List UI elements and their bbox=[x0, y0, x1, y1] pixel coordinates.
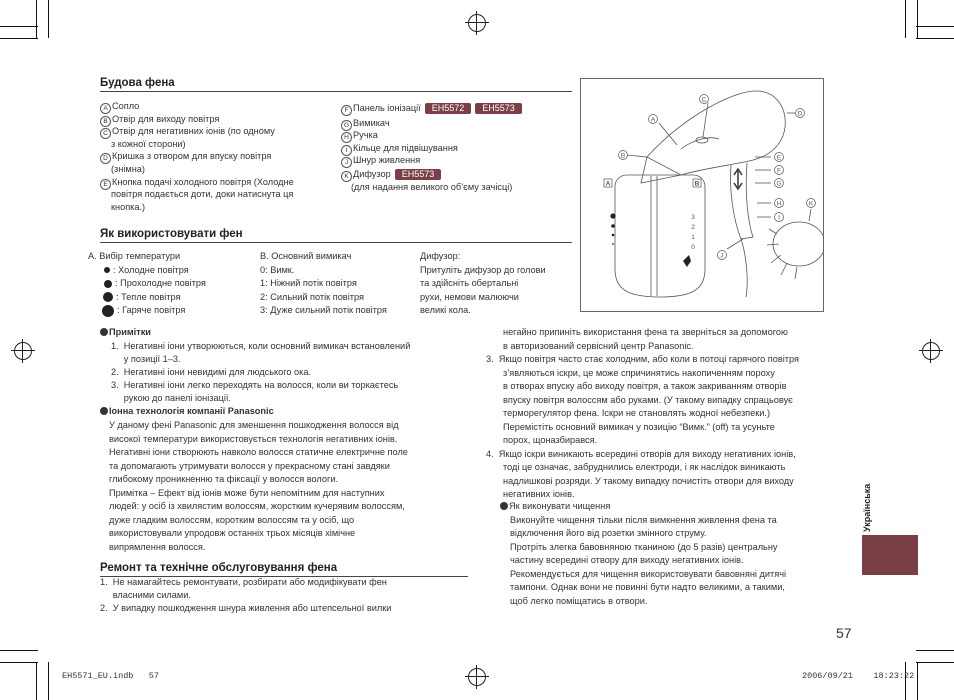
switch-number: 0 bbox=[691, 244, 695, 251]
registration-mark-icon bbox=[468, 668, 486, 686]
cleaning-line: Протріть злегка бавовняною тканиною (до 5 разів) центральну bbox=[510, 541, 778, 552]
part-text: Ручка bbox=[353, 130, 378, 141]
crop-mark bbox=[917, 662, 918, 700]
registration-mark-icon bbox=[14, 342, 32, 360]
column-heading: B. Основний вимикач bbox=[260, 251, 352, 261]
cleaning-heading bbox=[500, 500, 610, 513]
model-badge: EH5572 bbox=[425, 103, 472, 114]
bullet-icon bbox=[100, 407, 108, 415]
repair-line: 1. Не намагайтесь ремонтувати, розбирати або модифікувати фен bbox=[100, 577, 387, 587]
note-line: у позиції 1–3. bbox=[111, 354, 181, 364]
switch-row: 0: Вимк. bbox=[260, 264, 295, 275]
crop-mark bbox=[916, 38, 954, 39]
crop-mark bbox=[917, 0, 918, 38]
diagram-label: H bbox=[776, 200, 782, 208]
switch-number: 2 bbox=[691, 224, 695, 231]
repair-line: власними силами. bbox=[100, 590, 191, 600]
switch-row: 2: Сильний потік повітря bbox=[260, 291, 364, 302]
ion-line: використовували упродовж останніх трьох місяців хімічне bbox=[109, 528, 356, 538]
switch-number: 1 bbox=[691, 234, 695, 241]
marker-icon: G bbox=[341, 120, 352, 131]
registration-mark-icon bbox=[468, 14, 486, 32]
temp-label: : Гаряче повітря bbox=[117, 305, 186, 315]
temp-row bbox=[104, 264, 189, 277]
cool-dot-icon bbox=[104, 280, 112, 288]
marker-icon: B bbox=[100, 116, 111, 127]
part-text: Отвір для виходу повітря bbox=[112, 113, 220, 124]
diagram-label: K bbox=[808, 200, 814, 208]
part-text: (знімна) bbox=[111, 164, 145, 174]
part-text: кнопка.) bbox=[111, 201, 146, 212]
temp-label: : Прохолодне повітря bbox=[115, 278, 206, 288]
body-line: 4. Якщо іскри виникають всередині отворів для виходу негативних іонів, bbox=[486, 448, 796, 459]
ion-line: глибокому проникненню та фіксації у волосся вологи. bbox=[109, 474, 339, 484]
ion-line: людей: у осіб із хвилястим волоссям, жорстким кучерявим волоссям, bbox=[109, 501, 405, 511]
marker-icon: C bbox=[100, 128, 111, 139]
body-line: надлишкові розряди. У такому випадку почистіть отвори для виходу bbox=[503, 475, 794, 486]
cleaning-line: Виконуйте чищення тільки після вимкнення живлення фена та bbox=[510, 514, 777, 525]
hair-dryer-diagram bbox=[580, 78, 824, 312]
repair-line: 2. У випадку пошкодження шнура живлення або штепсельної вилки bbox=[100, 603, 392, 613]
marker-icon: I bbox=[341, 145, 352, 156]
diffuser-line: рухи, немови малюючи bbox=[420, 291, 519, 302]
cleaning-line: частину всередині отвору для виходу негативних іонів. bbox=[510, 555, 744, 565]
language-tab bbox=[862, 535, 918, 575]
diagram-label: G bbox=[776, 180, 782, 188]
ion-heading-text: Іонна технологія компанії Panasonic bbox=[109, 406, 274, 416]
body-line: негативних іонів. bbox=[503, 489, 575, 499]
language-label: Українська bbox=[862, 483, 872, 532]
column-heading: A. Вибір температури bbox=[88, 251, 181, 261]
cleaning-line: Рекомендується для чищення використовувати бавовняні дитячі bbox=[510, 568, 787, 579]
section-title-usage: Як використовувати фен bbox=[100, 228, 243, 240]
section-title-repair: Ремонт та технічне обслуговування фена bbox=[100, 562, 338, 574]
crop-mark bbox=[48, 662, 49, 700]
crop-mark bbox=[0, 26, 38, 27]
cleaning-line: тампони. Однак вони не повинні бути надто великими, а такими, bbox=[510, 582, 785, 592]
body-line: 3. Якщо повітря часто стає холодним, або коли в потоці гарячого повітря bbox=[486, 354, 799, 364]
footer-file: EH5571_EU.indb 57 bbox=[62, 671, 159, 681]
switch-number: 3 bbox=[691, 214, 695, 221]
diagram-label: C bbox=[701, 96, 707, 104]
hair-dryer-illustration bbox=[581, 79, 823, 311]
part-text: Шнур живлення bbox=[353, 155, 421, 166]
crop-mark bbox=[0, 38, 38, 39]
part-text: Вимикач bbox=[353, 117, 390, 128]
ion-heading bbox=[100, 405, 274, 418]
section-rule bbox=[100, 91, 572, 92]
part-text: з кожної сторони) bbox=[111, 138, 186, 149]
bullet-icon bbox=[100, 328, 108, 336]
section-title-parts: Будова фена bbox=[100, 77, 175, 89]
temp-label: : Холодне повітря bbox=[113, 264, 189, 275]
part-text: Кришка з отвором для впуску повітря bbox=[112, 151, 272, 162]
model-badge: EH5573 bbox=[475, 103, 522, 114]
diffuser-line: великі кола. bbox=[420, 305, 471, 315]
registration-mark-icon bbox=[922, 342, 940, 360]
ion-line: та допомагають утримувати волосся у прекрасному стані завдяки bbox=[109, 460, 390, 471]
ion-line: випрямлення волосся. bbox=[109, 541, 206, 552]
part-item bbox=[111, 138, 186, 151]
temp-row bbox=[104, 277, 206, 290]
part-item bbox=[341, 168, 441, 182]
body-line: порох, щоназбирався. bbox=[503, 435, 598, 445]
note-line: 2. Негативні іони невидимі для людського ока. bbox=[111, 367, 312, 377]
ion-line: У даному фені Panasonic для зменшення пошкодження волосся від bbox=[109, 420, 399, 430]
note-line: 3. Негативні іони легко переходять на волосся, коли ви торкаєтесь bbox=[111, 380, 399, 390]
notes-heading bbox=[100, 326, 151, 339]
part-item bbox=[341, 102, 522, 116]
ion-line: Негативні іони створюють навколо волосся статичне електричне поле bbox=[109, 447, 408, 457]
part-text: Сопло bbox=[112, 101, 140, 111]
part-text: Панель іонізації bbox=[353, 103, 421, 113]
notes-heading-text: Примітки bbox=[109, 327, 151, 337]
footer-date: 2006/09/21 18:23:22 bbox=[802, 671, 915, 681]
body-line: з’являються іскри, це може спричинятись накопиченням пороху bbox=[503, 367, 775, 378]
crop-mark bbox=[48, 0, 49, 38]
crop-mark bbox=[0, 650, 38, 651]
marker-icon: K bbox=[341, 171, 352, 182]
crop-mark bbox=[916, 650, 954, 651]
ion-line: дуже гладким волоссям, коротким волоссям та у осіб, що bbox=[109, 514, 355, 525]
part-text: Отвір для негативних іонів (по одному bbox=[112, 126, 275, 137]
temp-row bbox=[102, 304, 185, 317]
part-text: повітря подається доти, доки натиснута ця bbox=[111, 189, 294, 200]
model-badge: EH5573 bbox=[395, 169, 442, 180]
body-line: в авторизований сервісний центр Panasonic. bbox=[503, 340, 694, 351]
cleaning-line: щоб легко поміщатись в отвори. bbox=[510, 595, 648, 606]
crop-mark bbox=[905, 0, 906, 38]
crop-mark bbox=[36, 662, 37, 700]
body-line: негайно припиніть використання фена та зверніться за допомогою bbox=[503, 327, 788, 337]
marker-icon: H bbox=[341, 132, 352, 143]
section-rule bbox=[100, 242, 572, 243]
body-line: Перемістіть основний вимикач у позицію “Вимк.” (off) та усуньте bbox=[503, 421, 775, 432]
ion-line: Примітка – Ефект від іонів може бути непомітним для наступних bbox=[109, 487, 385, 498]
diagram-label: I bbox=[778, 214, 780, 222]
diagram-label: A bbox=[650, 116, 656, 124]
diffuser-line: Притуліть дифузор до голови bbox=[420, 264, 546, 275]
switch-row: 1: Ніжний потік повітря bbox=[260, 278, 357, 288]
part-text: (для надання великого об’єму зачісці) bbox=[351, 182, 513, 192]
body-line: тоді це означає, забруднились електроди, і як наслідок виникають bbox=[503, 462, 786, 472]
part-item bbox=[111, 201, 145, 214]
part-item bbox=[351, 181, 512, 194]
body-line: терморегулятор фена. Іскри не становлять жодної небезпеки.) bbox=[503, 408, 771, 418]
part-item bbox=[111, 163, 145, 176]
part-item bbox=[111, 188, 293, 201]
marker-icon: A bbox=[100, 103, 111, 114]
ion-line: високої температури використовується технологія негативних іонів. bbox=[109, 433, 398, 444]
part-item bbox=[341, 154, 420, 168]
cleaning-line: відключення його від розетки змінного струму. bbox=[510, 528, 707, 538]
diagram-label: E bbox=[776, 154, 782, 162]
part-text: Кільце для підвішування bbox=[353, 142, 458, 153]
marker-icon: J bbox=[341, 157, 352, 168]
marker-icon: F bbox=[341, 105, 352, 116]
crop-mark bbox=[916, 26, 954, 27]
diffuser-line: та здійсніть обертальні bbox=[420, 278, 519, 288]
hot-dot-icon bbox=[102, 305, 114, 317]
diagram-label: B bbox=[620, 152, 626, 160]
note-line: 1. Негативні іони утворюються, коли основний вимикач встановлений bbox=[111, 341, 411, 351]
marker-icon: E bbox=[100, 179, 111, 190]
crop-mark bbox=[0, 662, 38, 663]
diagram-label: A bbox=[605, 180, 611, 188]
marker-icon: D bbox=[100, 153, 111, 164]
temp-row bbox=[103, 291, 181, 304]
diagram-label: B bbox=[694, 180, 700, 188]
part-text: Дифузор bbox=[353, 169, 391, 179]
column-heading: Дифузор: bbox=[420, 251, 461, 261]
body-line: в отворах впуску або виходу повітря, а також закриванням отворів bbox=[503, 381, 787, 391]
part-text: Кнопка подачі холодного повітря (Холодне bbox=[112, 176, 294, 187]
cold-dot-icon bbox=[104, 267, 110, 273]
note-line: рукою до панелі іонізації. bbox=[111, 393, 231, 403]
crop-mark bbox=[916, 662, 954, 663]
crop-mark bbox=[36, 0, 37, 38]
body-line: впуску повітря волоссям або руками. (У такому випадку спрацьовує bbox=[503, 394, 793, 405]
bullet-icon bbox=[500, 502, 508, 510]
temp-label: : Тепле повітря bbox=[116, 291, 181, 302]
cleaning-heading-text: Як виконувати чищення bbox=[509, 501, 611, 511]
warm-dot-icon bbox=[103, 292, 113, 302]
diagram-label: D bbox=[797, 110, 803, 118]
diagram-label: J bbox=[720, 252, 724, 260]
diagram-label: F bbox=[777, 167, 781, 175]
page-number: 57 bbox=[836, 625, 852, 641]
switch-row: 3: Дуже сильний потік повітря bbox=[260, 305, 387, 315]
